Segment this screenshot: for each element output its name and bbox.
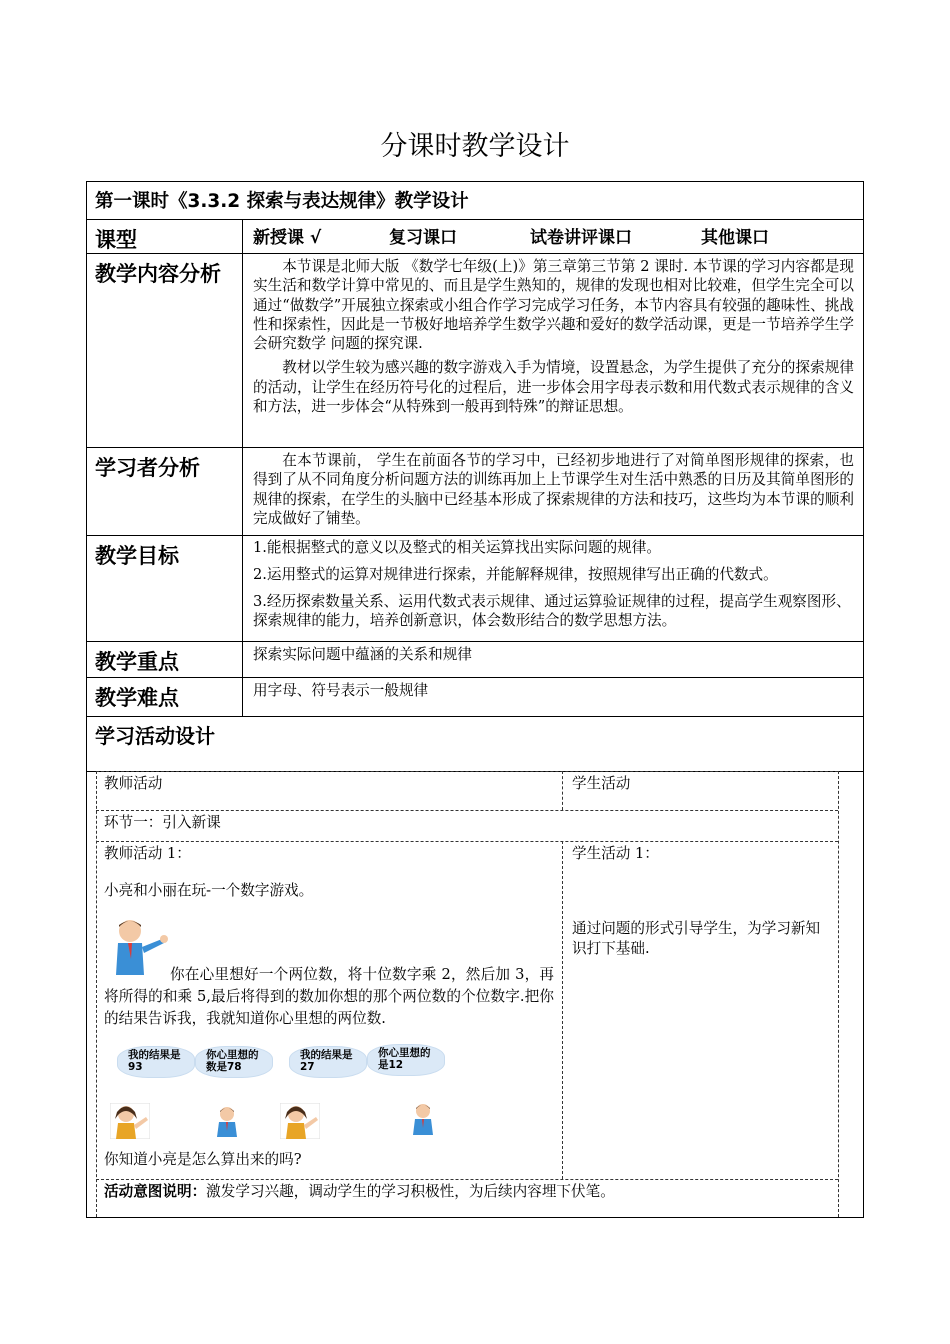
teacher-activity-header: 教师活动 [104, 775, 163, 792]
course-type-option: 其他课口 [701, 228, 769, 248]
bubble-line: 数是78 [206, 1061, 242, 1073]
divider [96, 771, 838, 772]
bubble-line: 你心里想的 [206, 1049, 259, 1061]
course-type-label: 课型 [87, 220, 243, 253]
objective-item: 2.运用整式的运算对规律进行探索，并能解释规律，按照规律写出正确的代数式。 [253, 566, 778, 583]
girl-icon [280, 1103, 320, 1139]
speech-bubble [368, 1045, 444, 1075]
girl-icon [110, 1103, 150, 1139]
intent-label: 活动意图说明： [104, 1183, 207, 1200]
bubble-line: 27 [300, 1061, 315, 1073]
course-type-option: 复习课口 [389, 228, 457, 248]
bubble-line: 是12 [378, 1059, 404, 1071]
learner-analysis-text [244, 448, 863, 535]
lesson-heading: 第一课时《3.3.2 探索与表达规律》教学设计 [95, 191, 469, 212]
boy-icon [406, 1101, 440, 1135]
speech-bubble [196, 1047, 272, 1077]
objectives-list [244, 536, 863, 641]
section-title: 环节一：引入新课 [104, 814, 221, 831]
intent-text: 激发学习兴趣，调动学生的学习积极性，为后续内容埋下伏笔。 [206, 1183, 615, 1200]
content-analysis-text [244, 254, 863, 447]
difficulty-row [87, 678, 863, 717]
student-activity-text: 通过问题的形式引导学生，为学习新知识打下基础. [572, 920, 821, 957]
objective-item: 3.经历探索数量关系、运用代数式表示规律、通过运算验证规律的过程，提高学生观察图形、探索规律的能力，培养创新意识，体会数形结合的数学思想方法。 [253, 593, 851, 629]
learner-analysis-row [87, 448, 863, 536]
bubble-line: 你心里想的 [378, 1047, 431, 1059]
divider [96, 771, 97, 1217]
course-type-option: 试卷讲评课口 [530, 228, 632, 248]
content-analysis-label: 教学内容分析 [87, 254, 243, 447]
key-point-text: 探索实际问题中蕴涵的关系和规律 [253, 646, 472, 663]
objectives-label: 教学目标 [87, 536, 243, 641]
divider [96, 841, 838, 842]
difficulty-text: 用字母、符号表示一般规律 [253, 682, 429, 699]
bubble-line: 93 [128, 1061, 143, 1073]
divider [562, 771, 563, 810]
objective-item: 1.能根据整式的意义以及整式的相关运算找出实际问题的规律。 [253, 539, 661, 556]
student-activity-title: 学生活动 1： [572, 845, 659, 862]
activity-table [96, 771, 838, 1200]
activity-intent [104, 1182, 615, 1202]
difficulty-label: 教学难点 [87, 678, 243, 716]
learner-paragraph: 在本节课前， 学生在前面各节的学习中，已经初步地进行了对简单图形规律的探索，也得到了从不同角度分析问题方法的训练再加上上节课学生对生活中熟悉的日历及其简单图形的规律的探索，在学生的头脑中已经基本形成了探索规律的方法和技巧，这些均为本节课的顺利完成做好了铺垫。 [253, 452, 854, 527]
page-title: 分课时教学设计 [380, 131, 570, 162]
boy-icon [212, 1105, 242, 1137]
divider [838, 771, 839, 1217]
teacher-activity-title: 教师活动 1： [104, 845, 191, 862]
intro-text: 小亮和小丽在玩-一个数字游戏。 [104, 882, 314, 899]
key-point-label: 教学重点 [87, 642, 243, 677]
bubble-line: 我的结果是 [128, 1049, 181, 1061]
activity-design-row [87, 717, 863, 772]
course-type-row [87, 220, 863, 254]
activity-design-label: 学习活动设计 [95, 724, 215, 748]
content-paragraph: 本节课是北师大版 《数学七年级(上)》第三章第三节第 2 课时. 本节课的学习内容都是现实生活和数学计算中常见的、而且是学生熟知的，规律的发现也相对比较难，但学生完全可以通过“做数学”开展独立探索或小组合作学习完成学习任务，本节内容具有较强的趣味性、挑战性和探索性，因此是一节极好地培养学生数学兴趣和爱好的数学活动课，更是一节培养学生学会研究数学 问题的探究课. [253, 258, 854, 353]
divider [96, 810, 838, 811]
question-text: 你知道小亮是怎么算出来的吗? [104, 1151, 302, 1168]
student-activity-header: 学生活动 [572, 775, 631, 792]
content-analysis-row [87, 254, 863, 448]
objectives-row [87, 536, 863, 642]
lesson-heading-row [87, 182, 863, 220]
divider [96, 1179, 838, 1180]
course-type-options [244, 220, 863, 253]
bubble-line: 我的结果是 [300, 1049, 353, 1061]
divider [562, 841, 563, 1179]
game-description: 你在心里想好一个两位数，将十位数字乘 2，然后加 3，再将所得的和乘 5,最后将得到的数加你想的那个两位数的个位数字.把你的结果告诉我，我就知道你心里想的两位数. [104, 966, 554, 1027]
speech-bubble [290, 1047, 366, 1077]
learner-analysis-label: 学习者分析 [87, 448, 243, 535]
course-type-option: 新授课 √ [253, 228, 322, 248]
speech-bubble [118, 1047, 194, 1077]
content-paragraph: 教材以学生较为感兴趣的数字游戏入手为情境，设置悬念，为学生提供了充分的探索规律的活动，让学生在经历符号化的过程后，进一步体会用字母表示数和用代数式表示规律的含义和方法，进一步体会“从特殊到一般再到特殊”的辩证思想。 [253, 359, 854, 416]
key-point-row [87, 642, 863, 678]
